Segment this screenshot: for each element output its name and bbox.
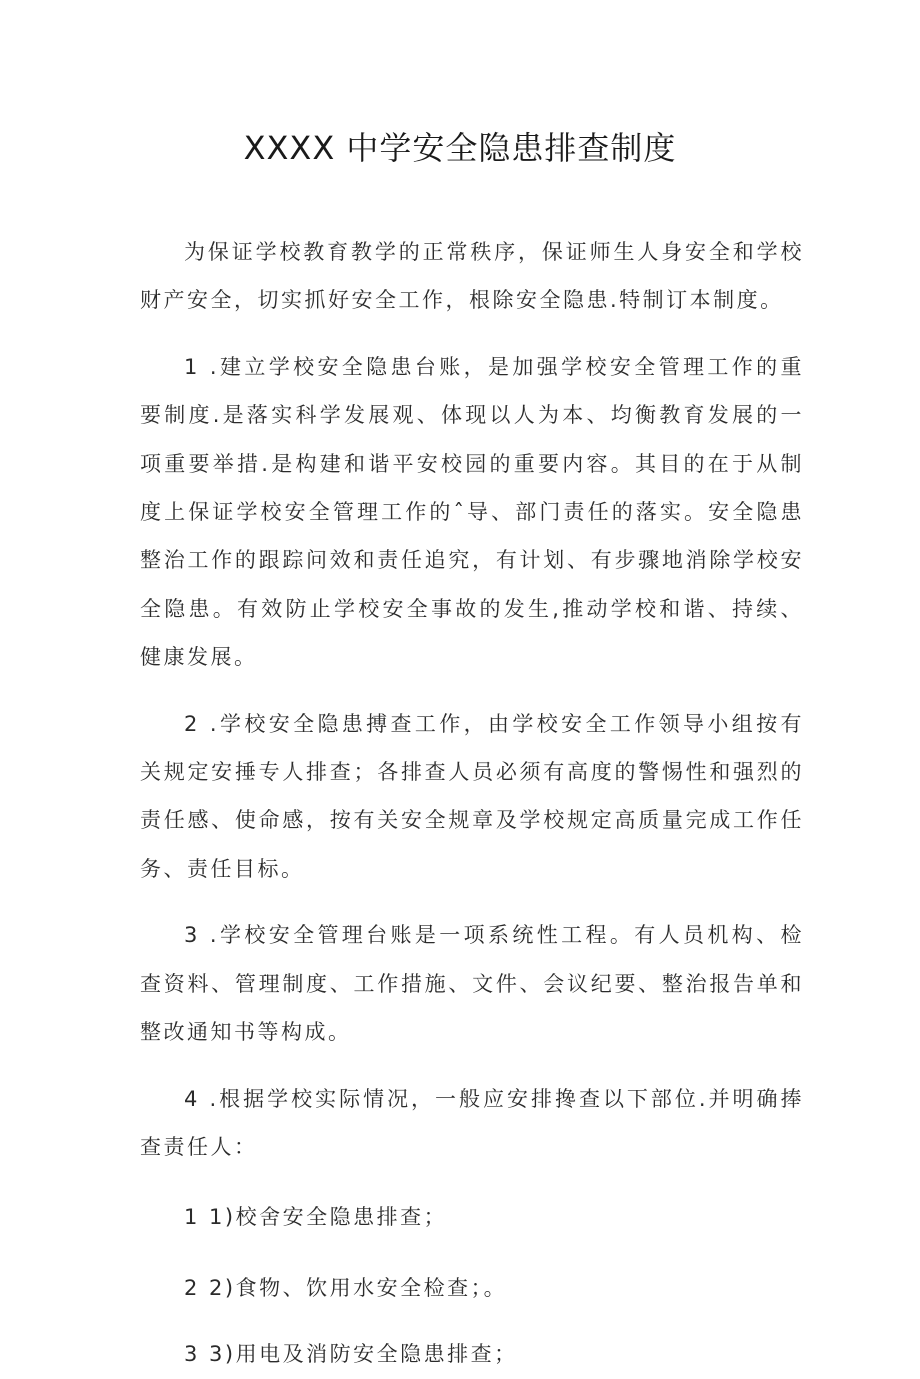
document-title: XXXX 中学安全隐患排查制度 xyxy=(243,129,677,167)
clause-3-paragraph: 3 .学校安全管理台账是一项系统性工程。有人员机构、检查资料、管理制度、工作措施、文件、会议纪要、整治报告单和整改通知书等构成。 xyxy=(140,923,804,1045)
clause-1-paragraph: 1 .建立学校安全隐患台账，是加强学校安全管理工作的重要制度.是落实科学发展观、体现以人为本、均衡教育发展的一项重要举措.是构建和谐平安校园的重要内容。其目的在于从制度上保证学校安全管理工作的ˆ导、部门责任的落实。安全隐患整治工作的跟踪问效和责任追究，有计划、有步骤地消除学校安全隐患。有效防止学校安全事故的发生,推动学校和谐、持续、健康发展。 xyxy=(140,354,804,670)
list-item: 1 1)校舍安全隐患排查； xyxy=(184,1205,448,1230)
intro-paragraph: 为保证学校教育教学的正常秩序，保证师生人身安全和学校财产安全，切实抓好安全工作，根除安全隐患.特制订本制度。 xyxy=(140,240,804,313)
clause-2-paragraph: 2 .学校安全隐患搏查工作，由学校安全工作领导小组按有关规定安捶专人排查；各排查人员必须有高度的警惕性和强烈的责任感、使命感，按有关安全规章及学校规定高质量完成工作任务、责任目标。 xyxy=(140,711,804,881)
list-item: 2 2)食物、饮用水安全检查；。 xyxy=(184,1275,508,1300)
list-item: 3 3)用电及消防安全隐患排查； xyxy=(184,1342,518,1367)
clause-4-paragraph: 4 .根据学校实际情况，一般应安排搀查以下部位.并明确捧查责任人： xyxy=(140,1086,804,1159)
document-body xyxy=(140,228,804,1379)
